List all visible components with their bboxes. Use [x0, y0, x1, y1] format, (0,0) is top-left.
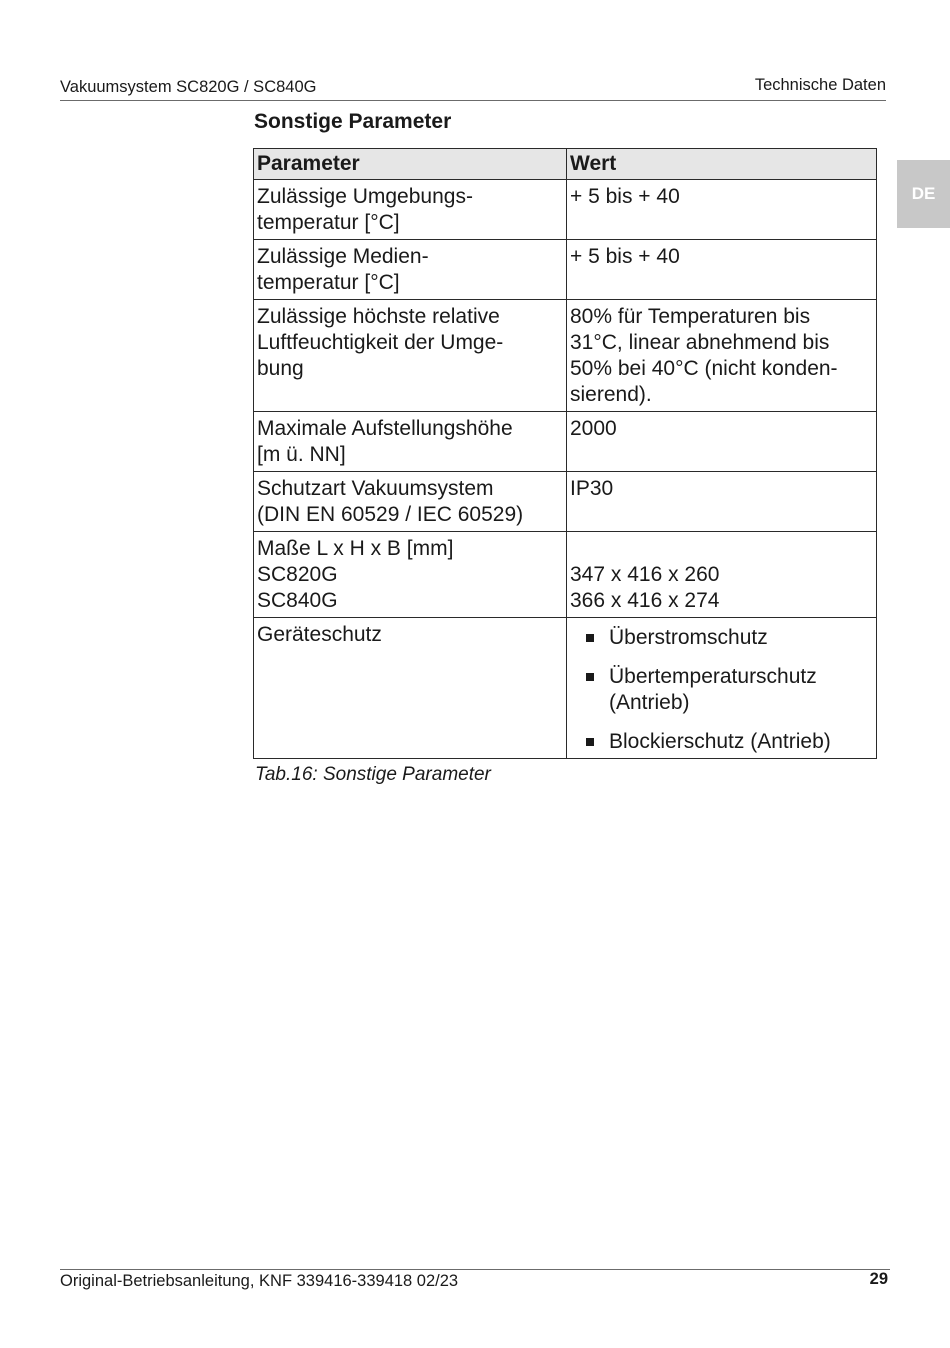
page-number: 29: [869, 1270, 888, 1288]
square-bullet-icon: [586, 634, 594, 642]
table-row: [254, 412, 877, 472]
table-row: [254, 532, 877, 618]
value-cell: 80% für Temperaturen bis 31°C, linear abnehmend bis 50% bei 40°C (nicht konden- sierend).: [567, 300, 877, 412]
table-row: [254, 472, 877, 532]
column-header-parameter: Parameter: [254, 149, 567, 180]
param-cell: Maße L x H x B [mm] SC820G SC840G: [254, 532, 567, 618]
param-cell: Zulässige höchste relative Luftfeuchtigkeit der Umge- bung: [254, 300, 567, 412]
list-item-text: Übertemperaturschutz (Antrieb): [609, 665, 817, 714]
value-cell: 2000: [567, 412, 877, 472]
value-cell: + 5 bis + 40: [567, 240, 877, 300]
protection-list: [570, 622, 873, 755]
list-item: [586, 664, 873, 716]
table-row: [254, 240, 877, 300]
footer-divider: [60, 1269, 890, 1270]
language-tab: DE: [897, 160, 950, 228]
square-bullet-icon: [586, 673, 594, 681]
value-cell: IP30: [567, 472, 877, 532]
parameters-table: [253, 148, 877, 759]
list-item: [586, 729, 873, 755]
table-caption: Tab.16: Sonstige Parameter: [255, 764, 491, 785]
list-item-text: Überstromschutz: [609, 626, 768, 649]
list-item-text: Blockierschutz (Antrieb): [609, 730, 831, 753]
table-row: [254, 300, 877, 412]
param-cell: Zulässige Medien- temperatur [°C]: [254, 240, 567, 300]
table-header-row: [254, 149, 877, 180]
value-cell: + 5 bis + 40: [567, 180, 877, 240]
value-cell: 347 x 416 x 260 366 x 416 x 274: [567, 532, 877, 618]
table-row: [254, 618, 877, 759]
section-heading: Sonstige Parameter: [254, 110, 452, 133]
value-cell-bullets: [567, 618, 877, 759]
footer-document-info: Original-Betriebsanleitung, KNF 339416-339418 02/23: [60, 1272, 459, 1290]
list-item: [586, 625, 873, 651]
column-header-value: Wert: [567, 149, 877, 180]
param-cell: Geräteschutz: [254, 618, 567, 759]
param-cell: Maximale Aufstellungshöhe [m ü. NN]: [254, 412, 567, 472]
square-bullet-icon: [586, 738, 594, 746]
header-document-title: Vakuumsystem SC820G / SC840G: [60, 78, 317, 96]
param-cell: Schutzart Vakuumsystem (DIN EN 60529 / IEC 60529): [254, 472, 567, 532]
header-section-title: Technische Daten: [754, 76, 886, 94]
table-row: [254, 180, 877, 240]
header-divider: [60, 100, 886, 101]
param-cell: Zulässige Umgebungs- temperatur [°C]: [254, 180, 567, 240]
